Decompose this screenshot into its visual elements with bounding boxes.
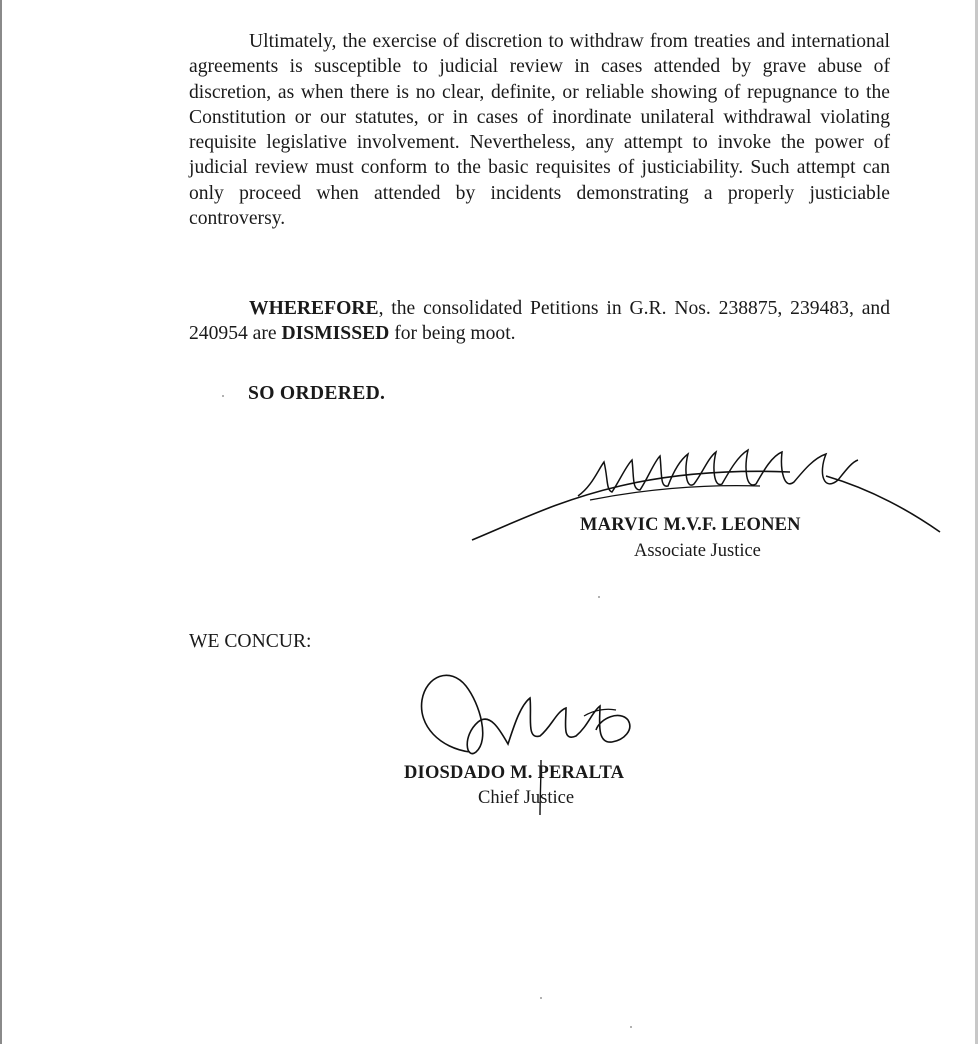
dispositive-text-2: for being moot. [389, 323, 516, 345]
scan-speck [630, 1026, 632, 1028]
dispositive-text-1: , the consolidated Petitions in G.R. Nos. 238875, 239483, and 240954 are [189, 298, 890, 345]
signatory-title: Associate Justice [634, 541, 761, 561]
scan-speck [598, 596, 600, 598]
signatory-title: Chief Justice [478, 788, 575, 808]
signatory-name: DIOSDADO M. PERALTA [404, 763, 625, 783]
scan-speck [540, 997, 542, 999]
dismissed-label: DISMISSED [281, 323, 390, 345]
we-concur-label: WE CONCUR: [189, 631, 312, 652]
so-ordered: SO ORDERED. [248, 383, 386, 404]
scan-speck [222, 395, 224, 397]
closing-paragraph: Ultimately, the exercise of discretion to withdraw from treaties and international agreements is susceptible to judicial review in cases attended by grave abuse of discretion, as when there is no clear, definite, or reliable showing of repugnance to the Constitution or our statutes, or in cases of inordinate unilateral withdrawal violating requisite legislative involvement. Nevertheless, any attempt to invoke the power of judicial review must conform to the basic requisites of justiciability. Such attempt can only proceed when attended by incidents demonstrating a properly justiciable controversy. [189, 31, 890, 230]
signatory-name: MARVIC M.V.F. LEONEN [580, 515, 801, 535]
wherefore-label: WHEREFORE [249, 298, 379, 319]
